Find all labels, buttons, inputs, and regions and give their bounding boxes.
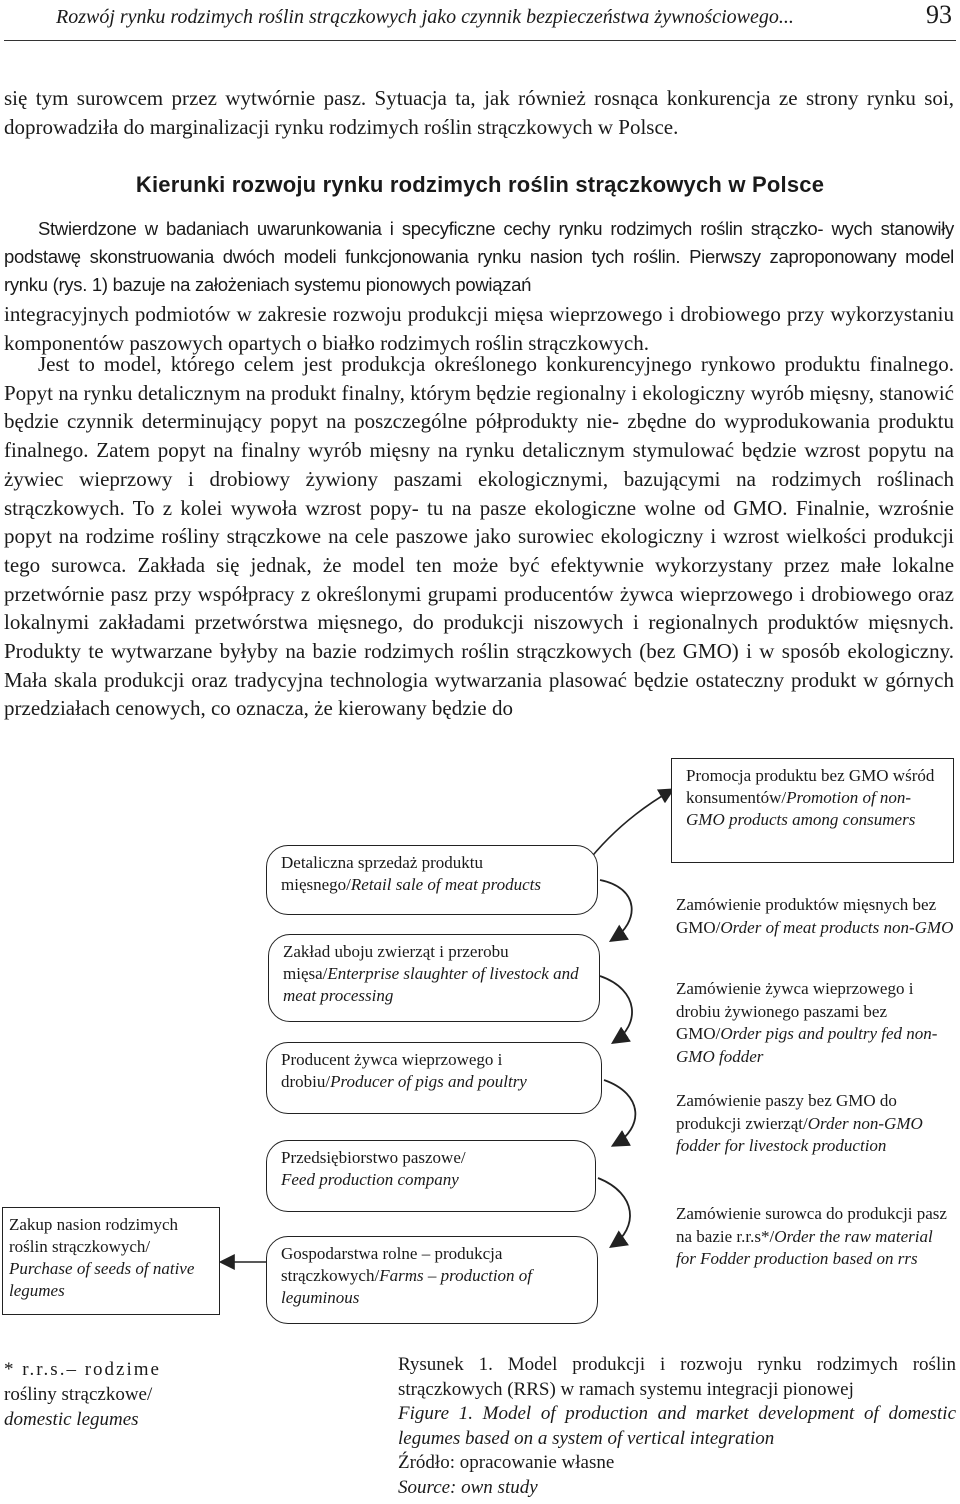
- footnote: [4, 1357, 234, 1432]
- page-number: 93: [926, 0, 952, 29]
- arrow-chain-2: [600, 976, 632, 1042]
- chain-box-producer: [266, 1042, 602, 1114]
- caption-pl: Rysunek 1. Model produkcji i rozwoju rynku rodzimych roślin strączkowych (RRS) w ramach systemu integracji pionowej: [398, 1354, 956, 1400]
- chain-en: Producer of pigs and poultry: [330, 1072, 527, 1091]
- text-line: wych stanowiły podstawę skonstruowania dwóch modeli funkcjonowania rynku nasion tych roślin.: [4, 218, 954, 267]
- text-line: wykorzystaniu komponentów paszowych opartych o białko rodzimych roślin strączkowych.: [4, 302, 955, 355]
- arrow-chain-3: [604, 1080, 635, 1145]
- caption-source-en: Source: own study: [398, 1476, 538, 1498]
- arrow-to-promotion: [585, 790, 672, 865]
- purchase-box: [2, 1207, 220, 1315]
- order-en: Order the raw material for Fodder production based on rrs: [676, 1226, 933, 1268]
- section-heading: Kierunki rozwoju rynku rodzimych roślin strączkowych w Polsce: [135, 172, 825, 197]
- text-line: przy współpracy z określonymi grupami producentów żywca wieprzowego i drobiowego oraz: [154, 581, 954, 606]
- chain-pl: Detaliczna sprzedaż produktu mięsnego/: [281, 853, 484, 894]
- order-label-raw: [676, 1203, 956, 1271]
- chain-box-feed: [266, 1140, 596, 1212]
- text-line: detalicznym stymulować będzie wzrost popytu na żywiec wieprzowy i drobiowy żywiony paszami: [4, 438, 955, 491]
- footnote-pl: rośliny strączkowe/: [4, 1384, 153, 1405]
- text-line: ekologicznymi, bazującymi na rodzimych roślinach strączkowych. To z kolei wywoła wzrost popy-: [4, 466, 955, 520]
- chain-en: Feed production company: [281, 1170, 459, 1189]
- figure-caption: [398, 1353, 956, 1500]
- chain-pl: Producent żywca wieprzowego i drobiu/: [281, 1050, 503, 1091]
- order-pl: Zamówienie paszy bez GMO do produkcji zwierząt/: [676, 1091, 897, 1133]
- text-line: zbędne do wyprodukowania produktu finalnego. Zatem popyt na finalny wyrób mięsny na rynku: [4, 409, 955, 463]
- chain-pl: Gospodarstwa rolne – produkcja strączkowych/: [281, 1244, 503, 1285]
- chain-box-slaughter: [268, 934, 600, 1022]
- running-title: Rozwój rynku rodzimych roślin strączkowych jako czynnik bezpieczeństwa żywnościowego...: [56, 6, 794, 28]
- promotion-box: [671, 758, 954, 863]
- chain-en: Retail sale of meat products: [350, 875, 542, 894]
- order-label-livestock: [676, 978, 956, 1068]
- text-line: się jednak, że model ten może być efektywnie wykorzystany przez małe lokalne przetwórnie pasz: [4, 552, 955, 606]
- text-line: finalnego. Popyt na rynku detalicznym na produkt finalny, którym będzie regionalny i ekologiczny: [4, 352, 955, 405]
- footnote-en: domestic legumes: [4, 1409, 139, 1430]
- text-line: w sposób ekologiczny. Mała skala produkcji oraz tradycyjna technologia wytwarzania plasować: [4, 639, 955, 692]
- purchase-en: Purchase of seeds of native legumes: [9, 1259, 195, 1300]
- text-line: będzie ostateczny produkt w górnych przedziałach cenowych, co oznacza, że kierowany będzie do: [4, 667, 955, 721]
- text-line: integracyjnych podmiotów w zakresie rozwoju produkcji mięsa wieprzowego i drobiowego przy: [4, 302, 825, 326]
- text-line: Jest to model, którego celem jest produkcja określonego konkurencyjnego rynkowo produktu: [38, 352, 861, 376]
- text-line: wyrób mięsny, stanowić będzie czynnik determinujący popyt na poszczególne półprodukty nie-: [4, 380, 955, 434]
- purchase-pl: Zakup nasion rodzimych roślin strączkowych/: [9, 1215, 179, 1256]
- order-en: Order pigs and poultry fed non-GMO fodder: [676, 1024, 938, 1066]
- arrow-chain-4: [598, 1178, 630, 1246]
- order-pl: Zamówienie żywca wieprzowego i drobiu żywionego paszami bez GMO/: [676, 979, 914, 1043]
- caption-en: Figure 1. Model of production and market development of domestic legumes based on a system of vertical integration: [398, 1403, 956, 1449]
- text-line: rynku soi, doprowadziła do marginalizacji rynku rodzimych roślin strączkowych w Polsce.: [4, 86, 955, 139]
- chain-en: Farms – production of leguminous: [281, 1266, 533, 1307]
- arrow-chain-1: [600, 880, 632, 940]
- order-label-meat: [676, 894, 956, 939]
- text-line: lokalnymi zakładami przetwórstwa mięsnego, do produkcji niszowych i regionalnych produktów: [4, 610, 859, 635]
- text-line: Stwierdzone w badaniach uwarunkowania i specyficzne cechy rynku rodzimych roślin strączko-: [38, 218, 824, 239]
- footnote-symbol: * r.r.s.– rodzime: [4, 1359, 161, 1380]
- order-pl: Zamówienie produktów mięsnych bez GMO/: [676, 895, 937, 937]
- text-line: Pierwszy zaproponowany model rynku (rys. 1) bazuje na założeniach systemu pionowych powiązań: [4, 246, 954, 295]
- chain-box-farms: [266, 1236, 598, 1324]
- chain-pl: Przedsiębiorstwo paszowe/: [281, 1148, 466, 1167]
- text-line: na cele paszowe jako surowiec ekologiczny i wzrost wielkości produkcji tego surowca. Zakłada: [4, 524, 954, 577]
- text-line: mięsnych. Produkty te wytwarzane byłyby na bazie rodzimych roślin strączkowych (bez GMO) i: [4, 610, 954, 664]
- promotion-en: Promotion of non-GMO products among consumers: [686, 788, 916, 829]
- chain-en: Enterprise slaughter of livestock and meat processing: [283, 964, 579, 1005]
- order-en: Order non-GMO fodder for livestock production: [676, 1113, 923, 1155]
- caption-source-pl: Źródło: opracowanie własne: [398, 1452, 615, 1473]
- order-label-fodder: [676, 1090, 956, 1158]
- chain-box-retail: [266, 845, 598, 915]
- text-line: tu na pasze ekologiczne wolne od GMO. Finalnie, wzrośnie popyt na rodzime rośliny strączkowe: [4, 495, 955, 549]
- text-line: się tym surowcem przez wytwórnie pasz. Sytuacja ta, jak również rosnąca konkurencja ze strony: [4, 86, 859, 110]
- chain-pl: Zakład uboju zwierząt i przerobu mięsa/: [283, 942, 509, 983]
- order-en: Order of meat products non-GMO: [720, 917, 954, 937]
- promotion-pl: Promocja produktu bez GMO wśród konsumentów/: [686, 766, 935, 807]
- order-pl: Zamówienie surowca do produkcji pasz na bazie r.r.s*/: [676, 1204, 947, 1246]
